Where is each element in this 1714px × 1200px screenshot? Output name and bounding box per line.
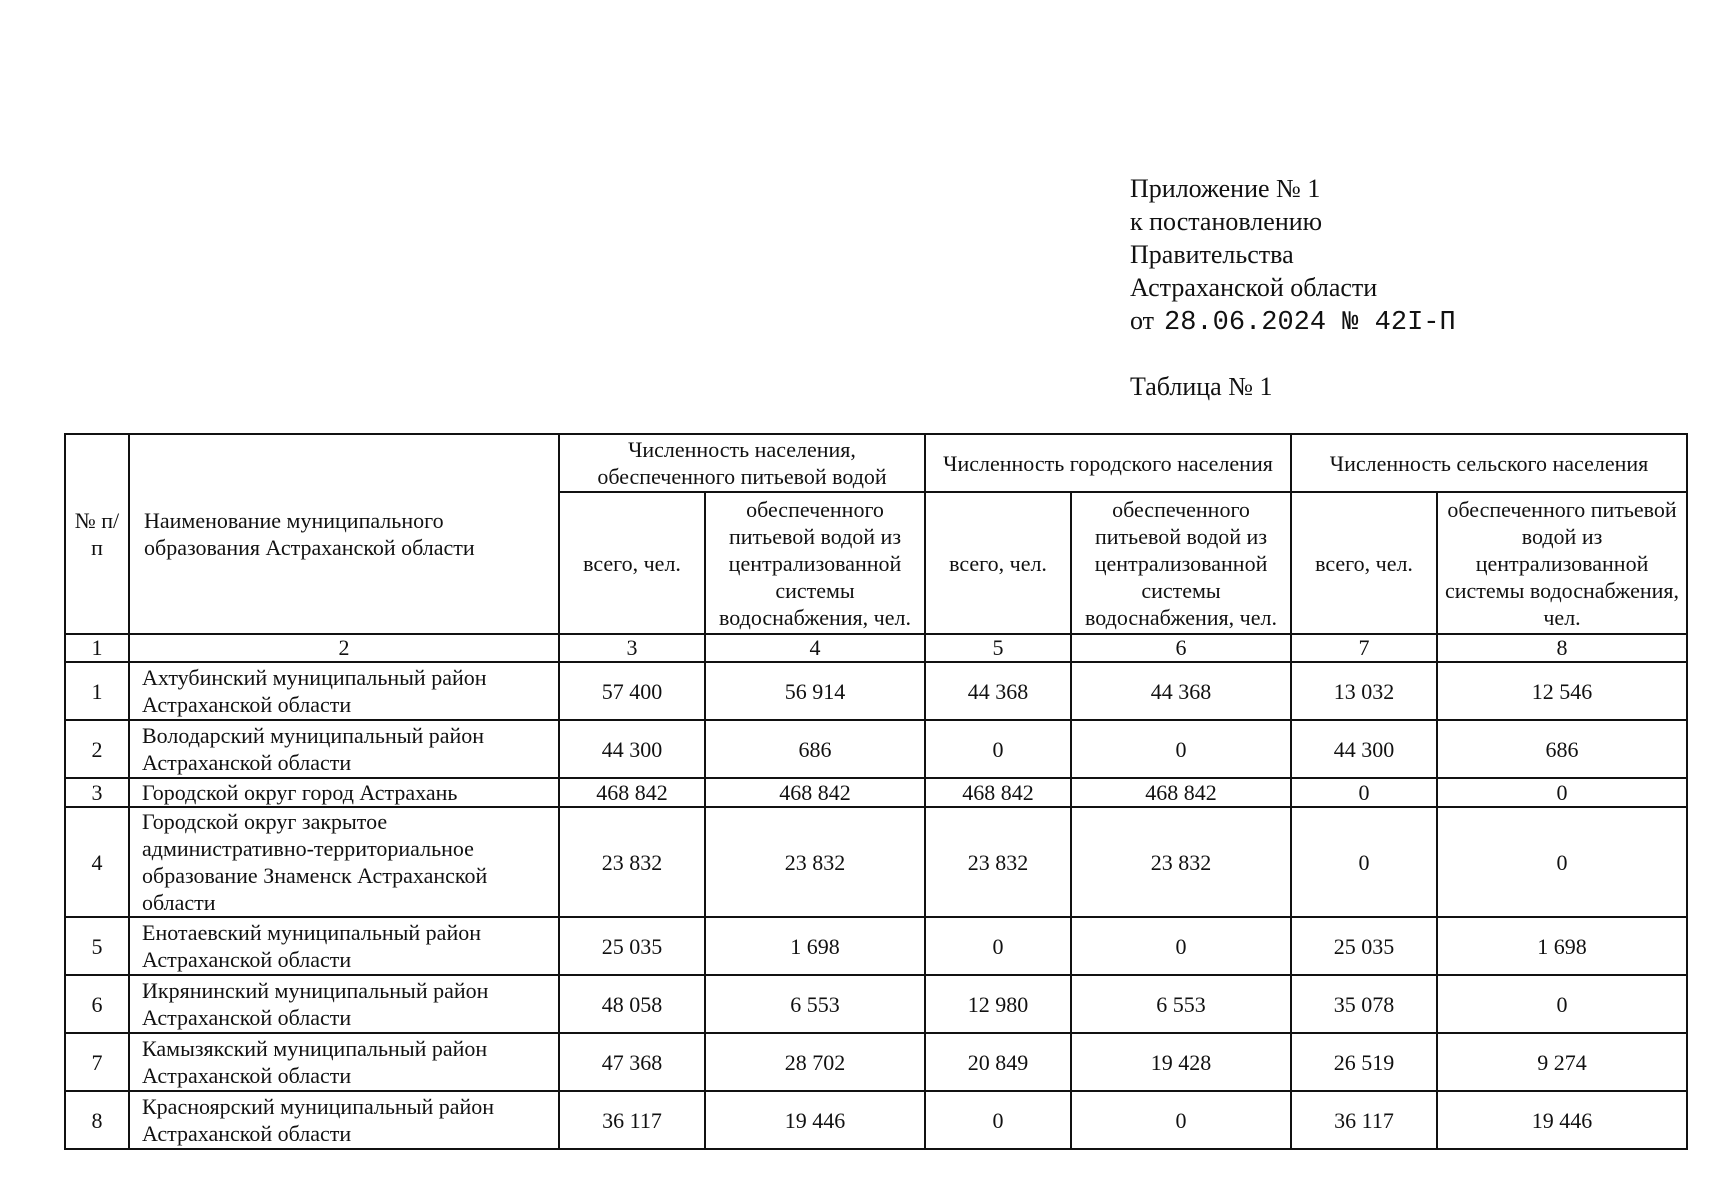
municipality-name: Володарский муниципальный район Астраханской области <box>129 720 559 778</box>
header-urban-central: обеспеченного питьевой водой из централизованной системы водоснабжения, чел. <box>1071 492 1291 634</box>
urban-all-cell: 0 <box>925 720 1071 778</box>
annex-title: Приложение № 1 <box>1130 174 1321 203</box>
annex-block <box>1130 172 1456 340</box>
municipality-name: Городской округ закрытое административно-территориальное образование Знаменск Астраханской области <box>129 807 559 917</box>
urban-all-cell: 0 <box>925 917 1071 975</box>
annex-date-prefix: от <box>1130 306 1155 335</box>
rural-central-cell: 686 <box>1437 720 1687 778</box>
urban-all-cell: 23 832 <box>925 807 1071 917</box>
annex-line-4: Астраханской области <box>1130 273 1378 302</box>
rural-central-cell: 0 <box>1437 778 1687 807</box>
total-central-cell: 28 702 <box>705 1033 925 1091</box>
urban-central-cell: 19 428 <box>1071 1033 1291 1091</box>
total-central-cell: 19 446 <box>705 1091 925 1149</box>
urban-all-cell: 12 980 <box>925 975 1071 1033</box>
total-central-cell: 468 842 <box>705 778 925 807</box>
header-rural-central: обеспеченного питьевой водой из централизованной системы водоснабжения, чел. <box>1437 492 1687 634</box>
urban-all-cell: 20 849 <box>925 1033 1071 1091</box>
column-number: 1 <box>65 634 129 662</box>
header-municipality-name: Наименование муниципального образования Астраханской области <box>129 434 559 634</box>
row-number: 2 <box>65 720 129 778</box>
table-row <box>65 1033 1687 1091</box>
row-number: 1 <box>65 662 129 720</box>
municipality-name: Икрянинский муниципальный район Астраханской области <box>129 975 559 1033</box>
urban-central-cell: 0 <box>1071 720 1291 778</box>
header-total-all: всего, чел. <box>559 492 705 634</box>
rural-all-cell: 0 <box>1291 807 1437 917</box>
annex-line-2: к постановлению <box>1130 207 1323 236</box>
urban-central-cell: 0 <box>1071 917 1291 975</box>
table-row <box>65 1091 1687 1149</box>
column-number: 2 <box>129 634 559 662</box>
table-row <box>65 778 1687 807</box>
column-number: 7 <box>1291 634 1437 662</box>
rural-central-cell: 0 <box>1437 807 1687 917</box>
rural-central-cell: 19 446 <box>1437 1091 1687 1149</box>
total-all-cell: 25 035 <box>559 917 705 975</box>
column-number: 6 <box>1071 634 1291 662</box>
rural-all-cell: 0 <box>1291 778 1437 807</box>
header-group-urban: Численность городского населения <box>925 434 1291 492</box>
column-number: 4 <box>705 634 925 662</box>
total-central-cell: 23 832 <box>705 807 925 917</box>
rural-central-cell: 9 274 <box>1437 1033 1687 1091</box>
header-group-total: Численность населения, обеспеченного питьевой водой <box>559 434 925 492</box>
table-row <box>65 807 1687 917</box>
urban-central-cell: 6 553 <box>1071 975 1291 1033</box>
rural-all-cell: 25 035 <box>1291 917 1437 975</box>
municipality-name: Камызякский муниципальный район Астраханской области <box>129 1033 559 1091</box>
column-number: 5 <box>925 634 1071 662</box>
urban-all-cell: 44 368 <box>925 662 1071 720</box>
table-caption: Таблица № 1 <box>1130 372 1273 401</box>
total-central-cell: 686 <box>705 720 925 778</box>
column-number: 8 <box>1437 634 1687 662</box>
header-group-rural: Численность сельского населения <box>1291 434 1687 492</box>
total-all-cell: 468 842 <box>559 778 705 807</box>
header-urban-all: всего, чел. <box>925 492 1071 634</box>
municipality-name: Ахтубинский муниципальный район Астраханской области <box>129 662 559 720</box>
total-all-cell: 48 058 <box>559 975 705 1033</box>
rural-all-cell: 44 300 <box>1291 720 1437 778</box>
rural-all-cell: 36 117 <box>1291 1091 1437 1149</box>
header-total-central: обеспеченного питьевой водой из централизованной системы водоснабжения, чел. <box>705 492 925 634</box>
municipality-name: Красноярский муниципальный район Астраханской области <box>129 1091 559 1149</box>
population-water-table <box>64 433 1688 1150</box>
total-all-cell: 44 300 <box>559 720 705 778</box>
column-numbers-row <box>65 634 1687 662</box>
municipality-name: Енотаевский муниципальный район Астраханской области <box>129 917 559 975</box>
row-number: 3 <box>65 778 129 807</box>
total-central-cell: 6 553 <box>705 975 925 1033</box>
rural-all-cell: 35 078 <box>1291 975 1437 1033</box>
table-row <box>65 917 1687 975</box>
row-number: 4 <box>65 807 129 917</box>
header-rural-all: всего, чел. <box>1291 492 1437 634</box>
row-number: 6 <box>65 975 129 1033</box>
annex-date-line <box>1130 304 1456 340</box>
row-number: 5 <box>65 917 129 975</box>
row-number: 8 <box>65 1091 129 1149</box>
header-num: № п/п <box>65 434 129 634</box>
total-central-cell: 56 914 <box>705 662 925 720</box>
column-number: 3 <box>559 634 705 662</box>
urban-all-cell: 468 842 <box>925 778 1071 807</box>
table-row <box>65 720 1687 778</box>
rural-all-cell: 26 519 <box>1291 1033 1437 1091</box>
urban-central-cell: 44 368 <box>1071 662 1291 720</box>
annex-line-3: Правительства <box>1130 240 1294 269</box>
total-all-cell: 36 117 <box>559 1091 705 1149</box>
rural-central-cell: 12 546 <box>1437 662 1687 720</box>
rural-all-cell: 13 032 <box>1291 662 1437 720</box>
urban-central-cell: 0 <box>1071 1091 1291 1149</box>
rural-central-cell: 1 698 <box>1437 917 1687 975</box>
table-row <box>65 975 1687 1033</box>
total-all-cell: 23 832 <box>559 807 705 917</box>
annex-date-value: 28.06.2024 № 42I-П <box>1164 308 1456 338</box>
total-all-cell: 47 368 <box>559 1033 705 1091</box>
row-number: 7 <box>65 1033 129 1091</box>
urban-central-cell: 468 842 <box>1071 778 1291 807</box>
municipality-name: Городской округ город Астрахань <box>129 778 559 807</box>
total-all-cell: 57 400 <box>559 662 705 720</box>
total-central-cell: 1 698 <box>705 917 925 975</box>
table-row <box>65 662 1687 720</box>
rural-central-cell: 0 <box>1437 975 1687 1033</box>
urban-all-cell: 0 <box>925 1091 1071 1149</box>
urban-central-cell: 23 832 <box>1071 807 1291 917</box>
